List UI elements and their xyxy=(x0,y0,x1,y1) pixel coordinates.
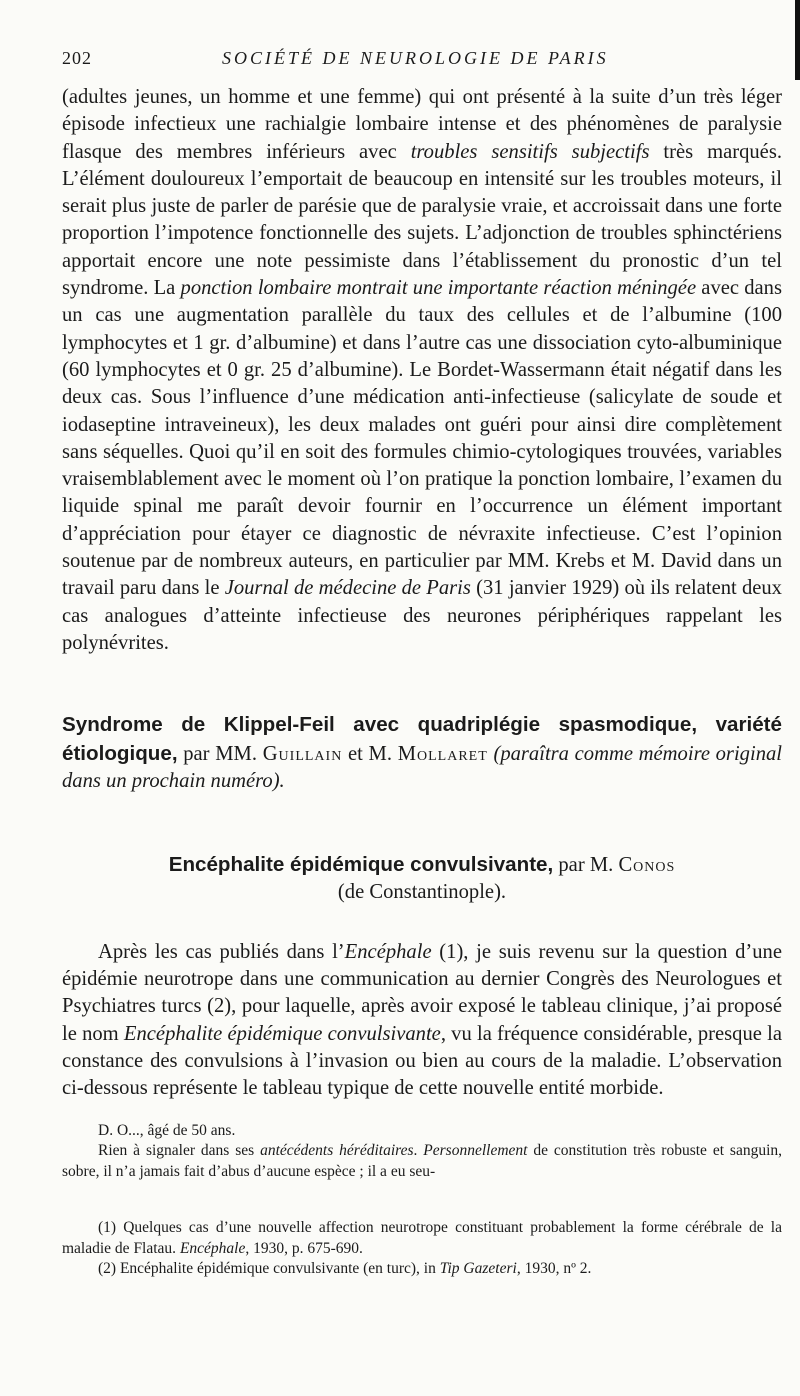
footnote-1: (1) Quelques cas d’une nouvelle affection neurotrope constituant probablement la forme cérébrale de la maladie de Flatau. Encéphale, 1930, p. 675-690. xyxy=(62,1219,782,1257)
observation xyxy=(62,1121,782,1183)
journal-page xyxy=(62,48,782,1280)
section-heading: Syndrome de Klippel-Feil avec quadriplégie spasmodique, variété étiologique, par MM. Guillain et M. Mollaret (paraîtra comme mémoire original dans un prochain numéro). xyxy=(62,713,783,792)
author-name: Conos xyxy=(618,854,676,877)
page-number: 202 xyxy=(62,48,92,68)
section-body xyxy=(62,939,782,1103)
section-encephalite xyxy=(62,851,782,907)
footnote-2: (2) Encéphalite épidémique convulsivante (en turc), in Tip Gazeteri, 1930, nº 2. xyxy=(98,1260,592,1277)
section-heading: Encéphalite épidémique convulsivante, par M. Conos xyxy=(168,853,676,877)
running-title: SOCIÉTÉ DE NEUROLOGIE DE PARIS xyxy=(222,48,609,68)
section-note: (paraîtra comme mémoire original dans un prochain numéro). xyxy=(62,742,783,792)
page-edge-mark xyxy=(795,0,800,80)
section-title: Encéphalite épidémique convulsivante, xyxy=(168,853,554,877)
author-name: Mollaret xyxy=(397,742,488,765)
paragraph-case-report: (adultes jeunes, un homme et une femme) qui ont présenté à la suite d’un très léger épisode infectieux une rachialgie lombaire intense et des phénomènes de paralysie flasque des membres inférieurs avec troubles sensitifs subjectifs très marqués. L’élément douloureux l’emportait de beaucoup en intensité sur les troubles moteurs, il serait plus juste de parler de parésie que de paralysie vraie, et accroissait dans une forte proportion l’impotence fonctionnelle des sujets. L’adjonction de troubles sphinctériens apportait encore une note pessimiste dans l’établissement du pronostic d’un tel syndrome. La ponction lombaire montrait une importante réaction méningée avec dans un cas une augmentation parallèle du taux des cellules et de l’albumine (100 lymphocytes et 1 gr. d’albumine) et dans l’autre cas une dissociation cyto-albuminique (60 lymphocytes et 0 gr. 25 d’albumine). Le Bordet-Wassermann était négatif dans les deux cas. Sous l’influence d’une médication anti-infectieuse (salicylate de soude et iodaseptine intraveineux), les deux malades ont guéri pour ainsi dire complètement sans séquelles. Quoi qu’il en soit des formules chimio-cytologiques trouvées, variables vraisemblablement avec le moment où l’on pratique la ponction lombaire, l’examen du liquide spinal me paraît devoir fournir en l’occurrence un élément important d’appréciation pour étayer ce diagnostic de névraxite infectieuse. C’est l’opinion soutenue par de nombreux auteurs, en particulier par MM. Krebs et M. David dans un travail paru dans le Journal de médecine de Paris (31 janvier 1929) où ils relatent deux cas analogues d’atteinte infectieuse des neurones périphériques rappelant les polynévrites. xyxy=(62,86,782,654)
author-name: Guillain xyxy=(262,742,343,765)
author-origin: (de Constantinople). xyxy=(337,881,507,904)
section-klippel-feil xyxy=(62,711,782,795)
footnotes xyxy=(62,1218,782,1280)
observation-patient: D. O..., âgé de 50 ans. xyxy=(98,1121,236,1139)
section-title: Syndrome de Klippel-Feil avec quadriplégie spasmodique, variété étiologique, xyxy=(62,713,782,765)
observation-text: Rien à signaler dans ses antécédents héréditaires. Personnellement de constitution très robuste et sanguin, sobre, il n’a jamais fait d’abus d’aucune espèce ; il a eu seu- xyxy=(62,1142,783,1180)
paragraph-intro: Après les cas publiés dans l’Encéphale (1), je suis revenu sur la question d’une épidémie neurotrope dans une communication au dernier Congrès des Neurologues et Psychiatres turcs (2), pour laquelle, après avoir exposé le tableau clinique, j’ai proposé le nom Encéphalite épidémique convulsivante, vu la fréquence considérable, presque la constance des convulsions à l’invasion ou bien au cours de la maladie. L’observation ci-dessous représente le tableau typique de cette nouvelle entité morbide. xyxy=(62,940,782,1100)
running-header xyxy=(62,48,782,74)
